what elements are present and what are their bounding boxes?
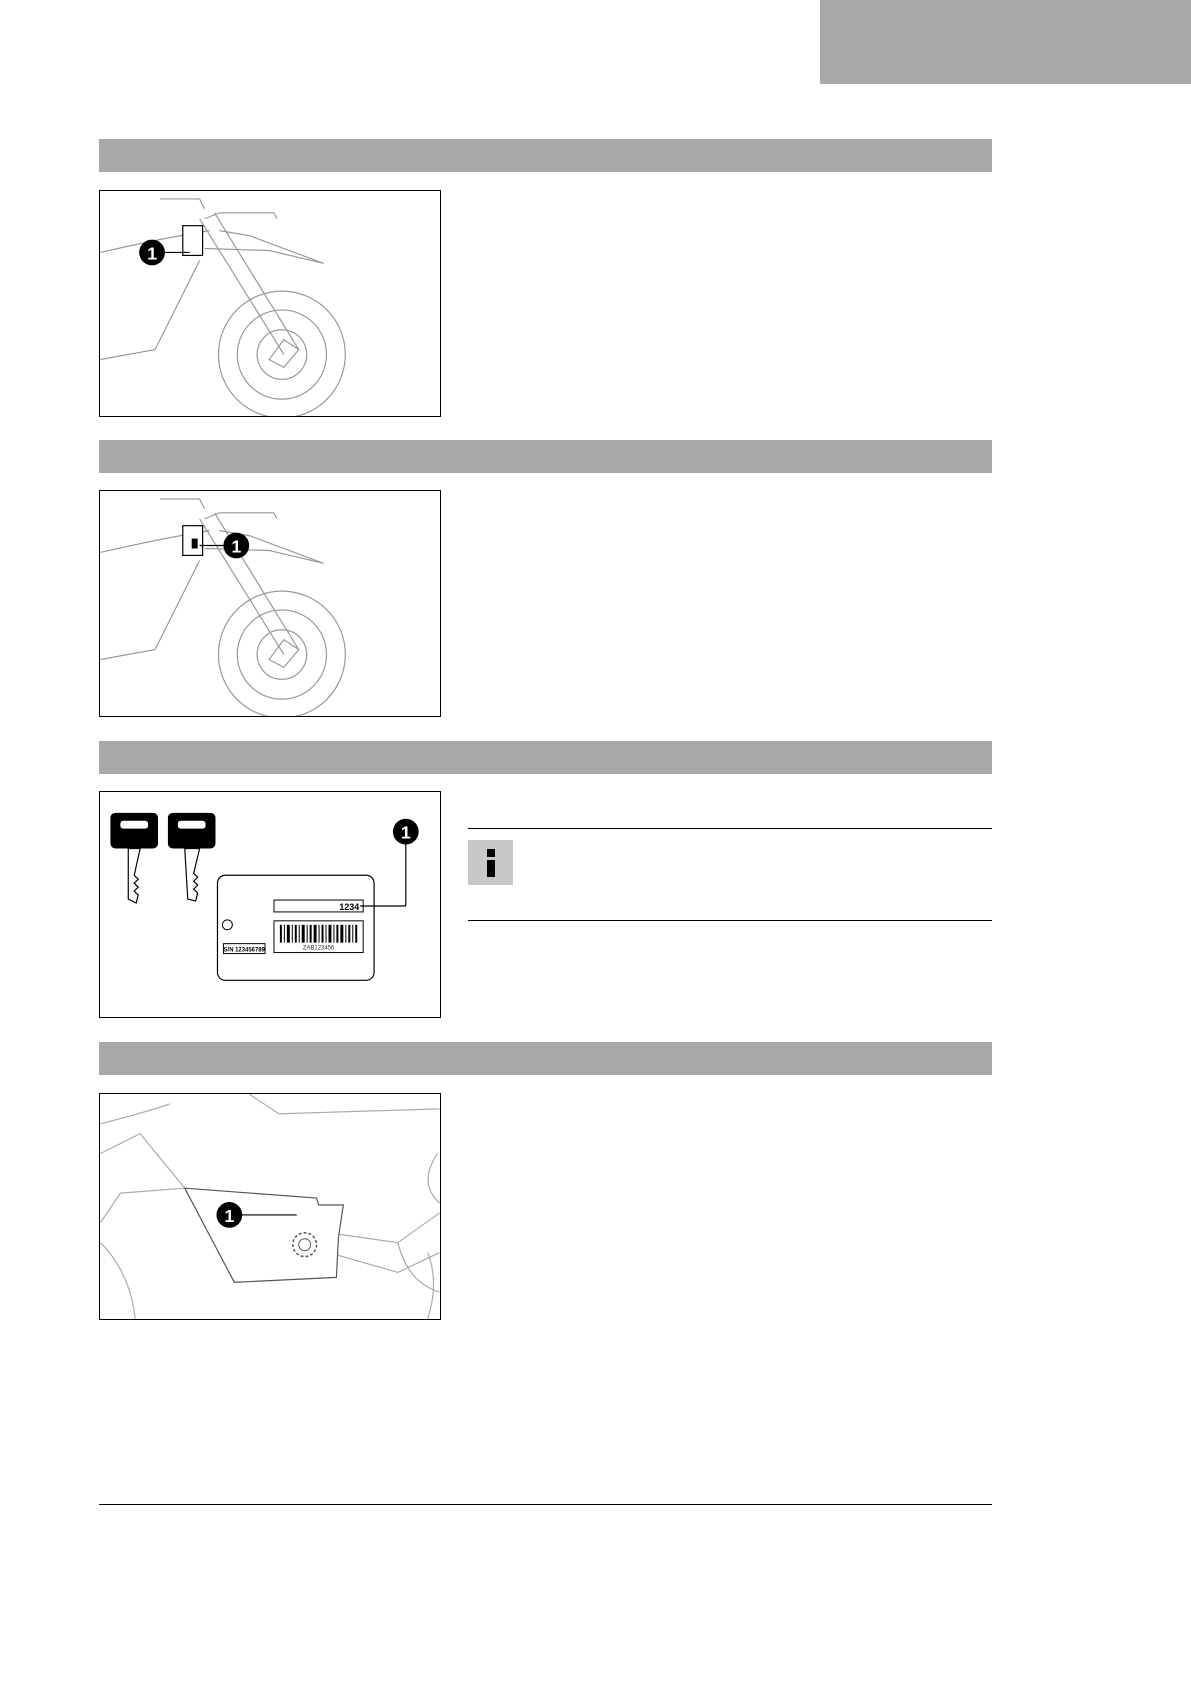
- figure-motorcycle-front-2: [99, 490, 441, 717]
- key-icon: [168, 813, 216, 901]
- key-tag-illustration: [100, 792, 440, 1017]
- callout-number: 1: [231, 536, 242, 557]
- motorcycle-front-illustration-2: [100, 491, 440, 716]
- note-rule-top: [468, 828, 992, 829]
- section-header-band-1: [99, 139, 992, 172]
- section-header-band-4: [99, 1042, 992, 1075]
- barcode-number: ZAB123456: [302, 945, 335, 952]
- chapter-tab: [820, 0, 1191, 84]
- figure-engine-number: [99, 1093, 441, 1320]
- section-header-band-2: [99, 440, 992, 473]
- callout-number: 1: [147, 243, 158, 264]
- motorcycle-front-illustration-1: [100, 191, 440, 416]
- note-rule-bottom: [468, 920, 992, 921]
- vin-marking-frame: [183, 226, 203, 256]
- key-code-text: 1234: [339, 901, 360, 912]
- callout-number: 1: [400, 822, 411, 843]
- engine-case: [185, 1188, 344, 1282]
- callout-number: 1: [224, 1205, 235, 1226]
- engine-illustration: [100, 1094, 440, 1319]
- serial-number-text: S/N 123456789: [223, 947, 265, 954]
- info-icon: [468, 840, 513, 885]
- footer-rule: [99, 1504, 992, 1505]
- figure-motorcycle-front-1: [99, 190, 441, 417]
- section-header-band-3: [99, 741, 992, 774]
- figure-key-tag: [99, 791, 441, 1018]
- key-icon: [110, 813, 158, 903]
